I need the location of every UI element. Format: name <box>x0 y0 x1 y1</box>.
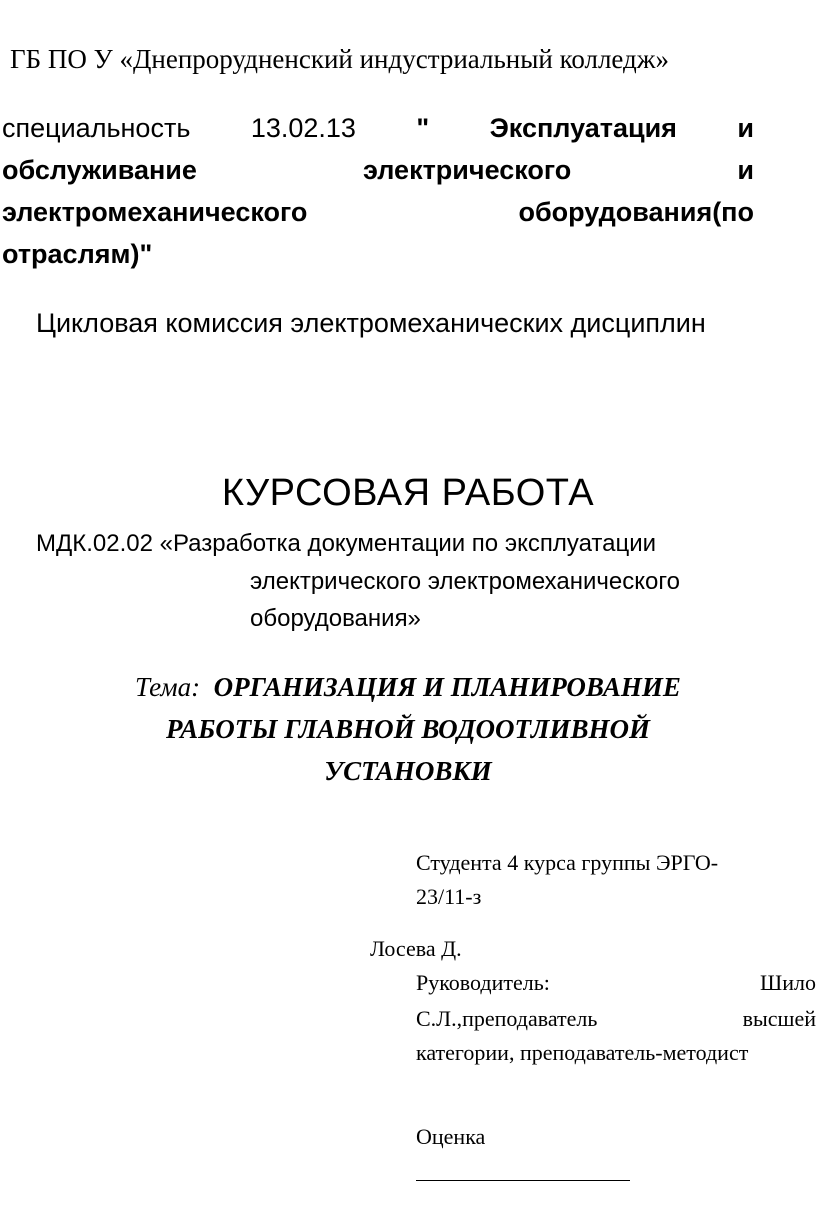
specialty-word: специальность <box>2 113 191 143</box>
specialty-word: Эксплуатация <box>489 113 677 143</box>
grade-signature-line <box>416 1180 630 1181</box>
commission-name: Цикловая комиссия электромеханических дисциплин <box>36 308 706 338</box>
specialty-word: и <box>737 155 754 185</box>
topic-text: ОРГАНИЗАЦИЯ И ПЛАНИРОВАНИЕ <box>213 672 681 702</box>
institution-name: ГБ ПО У «Днепрорудненский индустриальный колледж» <box>10 44 669 74</box>
specialty-word: обслуживание <box>2 155 197 185</box>
specialty-word: электромеханического <box>2 197 308 227</box>
supervisor-rank: высшей <box>742 1006 816 1031</box>
topic-line-2: РАБОТЫ ГЛАВНОЙ ВОДООТЛИВНОЙ <box>166 714 650 744</box>
discipline-line-3: оборудования» <box>250 605 421 632</box>
grade-label: Оценка <box>416 1124 486 1149</box>
topic-line-1 <box>0 672 816 703</box>
document-title: КУРСОВАЯ РАБОТА <box>221 472 595 514</box>
supervisor-label: Руководитель: <box>416 970 550 995</box>
specialty-quote: " <box>416 113 430 143</box>
supervisor-line-1 <box>416 970 816 996</box>
discipline-line-2: электрического электромеханического <box>250 568 680 595</box>
specialty-word: оборудования(по <box>518 197 754 227</box>
topic-line-3: УСТАНОВКИ <box>324 756 492 786</box>
supervisor-surname: Шило <box>760 970 816 995</box>
student-line-1: Студента 4 курса группы ЭРГО- <box>416 850 719 875</box>
supervisor-line-3: категории, преподаватель-методист <box>416 1040 749 1065</box>
specialty-line-3 <box>2 197 754 228</box>
specialty-line-4: отраслям)" <box>2 239 153 269</box>
topic-label: Тема: <box>135 672 201 702</box>
student-name: Лосева Д. <box>370 936 462 961</box>
supervisor-initials: С.Л.,преподаватель <box>416 1006 598 1031</box>
discipline-line-1: МДК.02.02 «Разработка документации по эксплуатации <box>36 530 657 557</box>
specialty-line-2 <box>2 155 754 186</box>
specialty-line-1 <box>2 113 754 144</box>
specialty-word: электрического <box>363 155 572 185</box>
student-line-2: 23/11-з <box>416 884 482 909</box>
specialty-code: 13.02.13 <box>250 113 356 143</box>
supervisor-line-2 <box>416 1006 816 1032</box>
specialty-word: и <box>737 113 754 143</box>
